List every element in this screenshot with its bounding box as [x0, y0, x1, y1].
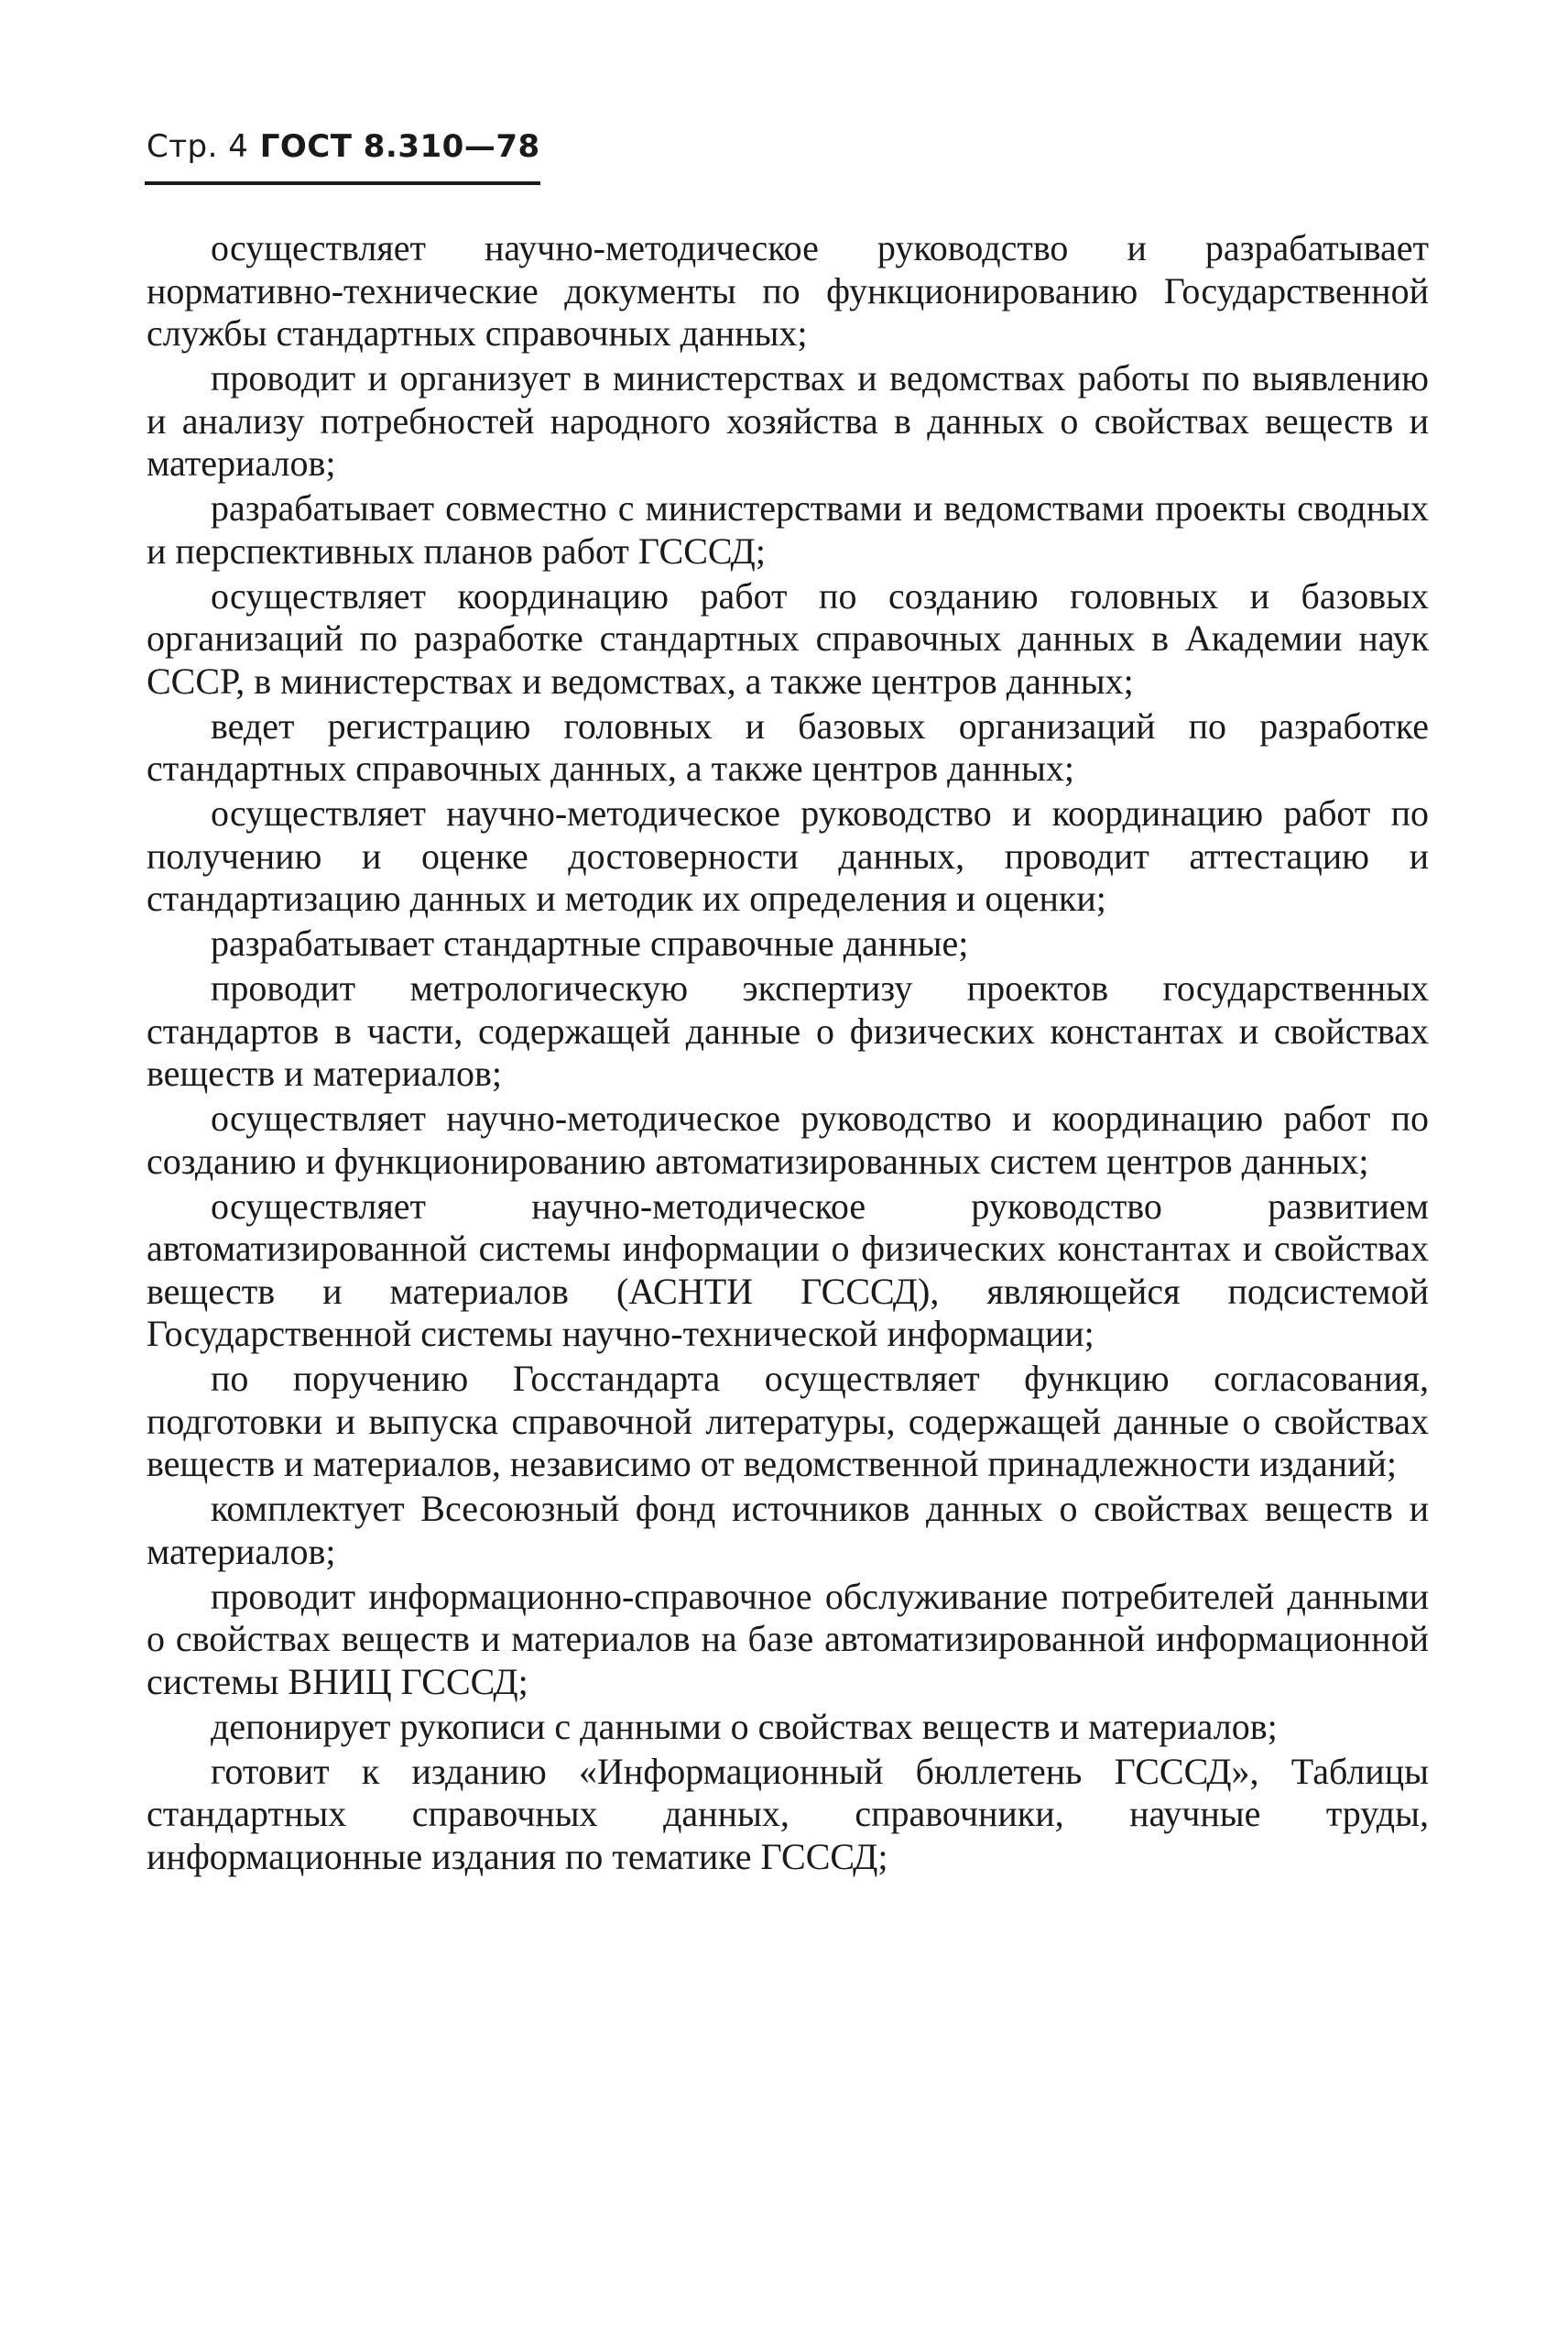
document-code: ГОСТ 8.310—78 [259, 128, 540, 165]
paragraph: разрабатывает стандартные справочные данные; [211, 923, 969, 964]
page-header [147, 128, 540, 165]
paragraph: проводит и организует в министерствах и ведомствах работы по выявлению и анализу потребностей народного хозяйства в данных о свойствах веществ и материалов; [147, 357, 1429, 484]
page-number: Стр. 4 [147, 128, 249, 165]
paragraph: разрабатывает совместно с министерствами и ведомствами проекты сводных и перспективных планов работ ГСССД; [147, 487, 1429, 572]
paragraph: ведет регистрацию головных и базовых организаций по разработке стандартных справочных данных, а также центров данных; [147, 705, 1429, 789]
paragraph: проводит информационно-справочное обслуживание потребителей данными о свойствах веществ и материалов на базе автоматизированной информационной системы ВНИЦ ГСССД; [147, 1575, 1429, 1702]
paragraph: осуществляет научно-методическое руководство и разрабатывает нормативно-технические документы по функционированию Государственной службы стандартных справочных данных; [147, 227, 1429, 354]
paragraph: осуществляет координацию работ по созданию головных и базовых организаций по разработке стандартных справочных данных в Академии наук СССР, в министерствах и ведомствах, а также центров данных; [147, 574, 1429, 702]
paragraph: осуществляет научно-методическое руководство и координацию работ по получению и оценке достоверности данных, проводит аттестацию и стандартизацию данных и методик их определения и оценки; [147, 792, 1429, 919]
header-underline [145, 181, 540, 185]
paragraph: комплектует Всесоюзный фонд источников данных о свойствах веществ и материалов; [147, 1488, 1429, 1572]
paragraph: готовит к изданию «Информационный бюллетень ГСССД», Таблицы стандартных справочных данных, справочники, научные труды, информационные издания по тематике ГСССД; [147, 1750, 1429, 1877]
paragraph: по поручению Госстандарта осуществляет функцию согласования, подготовки и выпуска справочной литературы, содержащей данные о свойствах веществ и материалов, независимо от ведомственной принадлежности изданий; [147, 1358, 1429, 1484]
paragraph: осуществляет научно-методическое руководство и координацию работ по созданию и функционированию автоматизированных систем центров данных; [147, 1098, 1429, 1182]
paragraph: осуществляет научно-методическое руководство развитием автоматизированной системы информации о физических константах и свойствах веществ и материалов (АСНТИ ГСССД), являющейся подсистемой Государственной системы научно-технической информации; [147, 1185, 1429, 1354]
document-body [147, 227, 1429, 1878]
paragraph: проводит метрологическую экспертизу проектов государственных стандартов в части, содержащей данные о физических константах и свойствах веществ и материалов; [147, 967, 1429, 1094]
paragraph: депонирует рукописи с данными о свойствах веществ и материалов; [211, 1705, 1278, 1747]
